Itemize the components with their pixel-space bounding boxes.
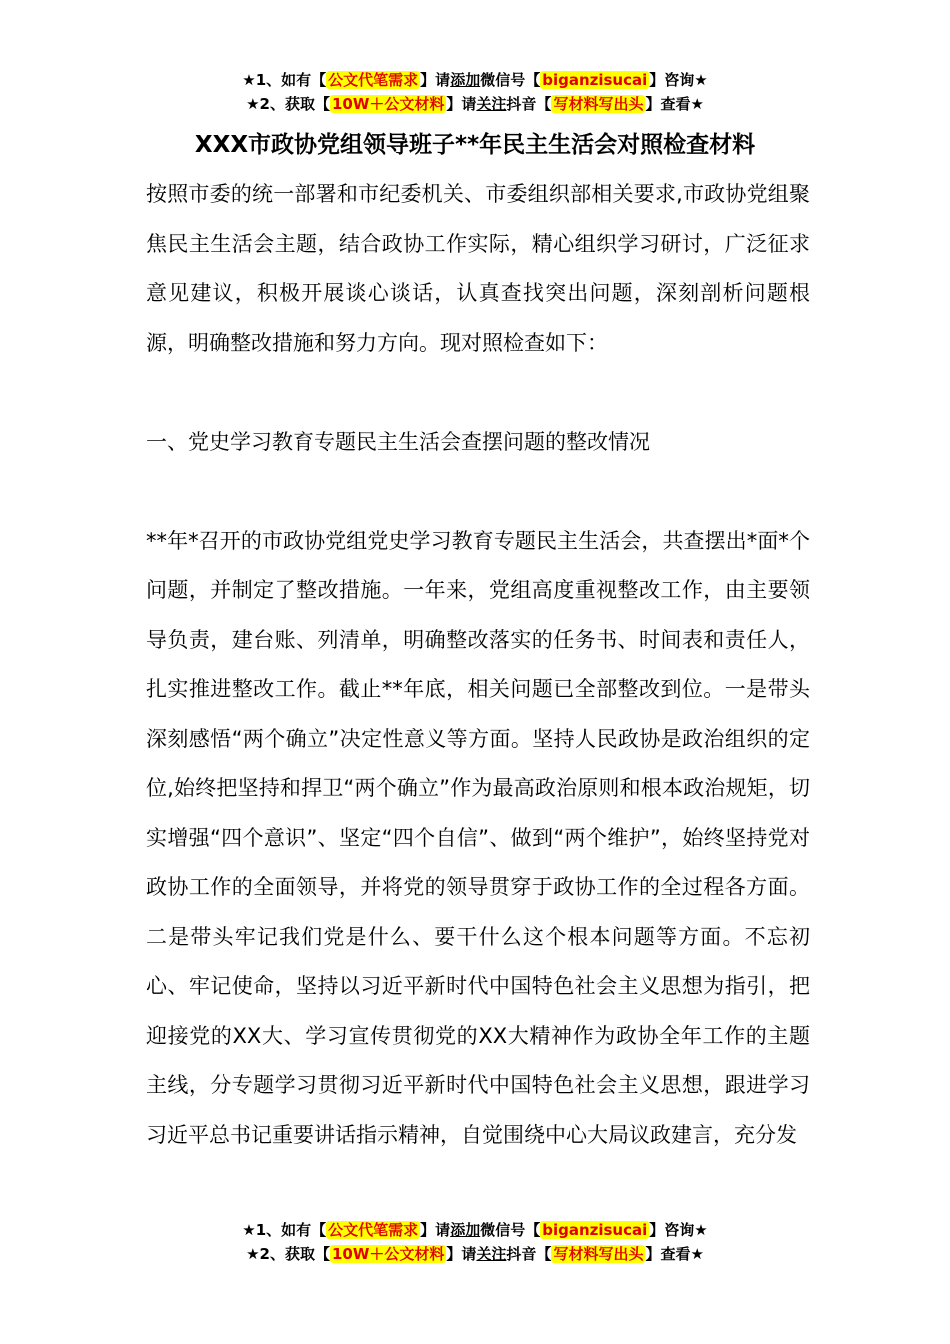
banner-text: 】请 <box>420 71 451 89</box>
banner-text: ★2、获取【 <box>246 95 330 113</box>
banner-line-1 <box>0 68 950 92</box>
banner-underline: 关注 <box>476 95 507 113</box>
banner-text: ★2、获取【 <box>246 1245 330 1263</box>
banner-highlight: 公文代笔需求 <box>328 1221 419 1239</box>
banner-text: 】咨询★ <box>649 1221 708 1239</box>
banner-line-1 <box>0 1218 950 1242</box>
banner-highlight: 写材料写出头 <box>553 1245 644 1263</box>
banner-text: ★1、如有【 <box>242 71 327 89</box>
banner-highlight: biganzisucai <box>542 1221 648 1239</box>
banner-text: 】请 <box>446 95 477 113</box>
banner-highlight: 公文代笔需求 <box>328 71 419 89</box>
banner-underline: 添加 <box>450 71 481 89</box>
banner-underline: 关注 <box>476 1245 507 1263</box>
banner-highlight: 写材料写出头 <box>553 95 644 113</box>
banner-text: 】查看★ <box>645 95 704 113</box>
banner-text: 抖音【 <box>506 1245 552 1263</box>
banner-text: 】请 <box>446 1245 477 1263</box>
section-heading: 一、党史学习教育专题民主生活会查摆问题的整改情况 <box>146 429 650 454</box>
banner-line-2 <box>0 92 950 116</box>
banner-text: 微信号【 <box>480 1221 541 1239</box>
intro-paragraph: 按照市委的统一部署和市纪委机关、市委组织部相关要求,市政协党组聚焦民主生活会主题，结合政协工作实际，精心组织学习研讨，广泛征求意见建议，积极开展谈心谈话，认真查找突出问题，深刻剖析问题根源，明确整改措施和努力方向。现对照检查如下： <box>146 182 810 355</box>
banner-line-2 <box>0 1242 950 1266</box>
banner-highlight: 10W＋公文材料 <box>331 95 445 113</box>
document-title: XXX市政协党组领导班子**年民主生活会对照检查材料 <box>194 132 756 158</box>
banner-text: 抖音【 <box>506 95 552 113</box>
banner-underline: 添加 <box>450 1221 481 1239</box>
banner-text: 】咨询★ <box>649 71 708 89</box>
document-body <box>146 170 810 1160</box>
banner-highlight: 10W＋公文材料 <box>331 1245 445 1263</box>
banner-text: 】请 <box>420 1221 451 1239</box>
banner-text: 】查看★ <box>645 1245 704 1263</box>
banner-highlight: biganzisucai <box>542 71 648 89</box>
banner-text: 微信号【 <box>480 71 541 89</box>
footer-banner <box>0 1218 950 1266</box>
section-paragraph: **年*召开的市政协党组党史学习教育专题民主生活会，共查摆出*面*个问题，并制定了整改措施。一年来，党组高度重视整改工作，由主要领导负责，建台账、列清单，明确整改落实的任务书、时间表和责任人，扎实推进整改工作。截止**年底，相关问题已全部整改到位。一是带头深刻感悟“两个确立”决定性意义等方面。坚持人民政协是政治组织的定位,始终把坚持和捍卫“两个确立”作为最高政治原则和根本政治规矩，切实增强“四个意识”、坚定“四个自信”、做到“两个维护”，始终坚持党对政协工作的全面领导，并将党的领导贯穿于政协工作的全过程各方面。二是带头牢记我们党是什么、要干什么这个根本问题等方面。不忘初心、牢记使命，坚持以习近平新时代中国特色社会主义思想为指引，把迎接党的XX大、学习宣传贯彻党的XX大精神作为政协全年工作的主题主线，分专题学习贯彻习近平新时代中国特色社会主义思想，跟进学习习近平总书记重要讲话指示精神，自觉围绕中心大局议政建言，充分发 <box>146 528 810 1147</box>
banner-text: ★1、如有【 <box>242 1221 327 1239</box>
header-banner <box>0 68 950 116</box>
